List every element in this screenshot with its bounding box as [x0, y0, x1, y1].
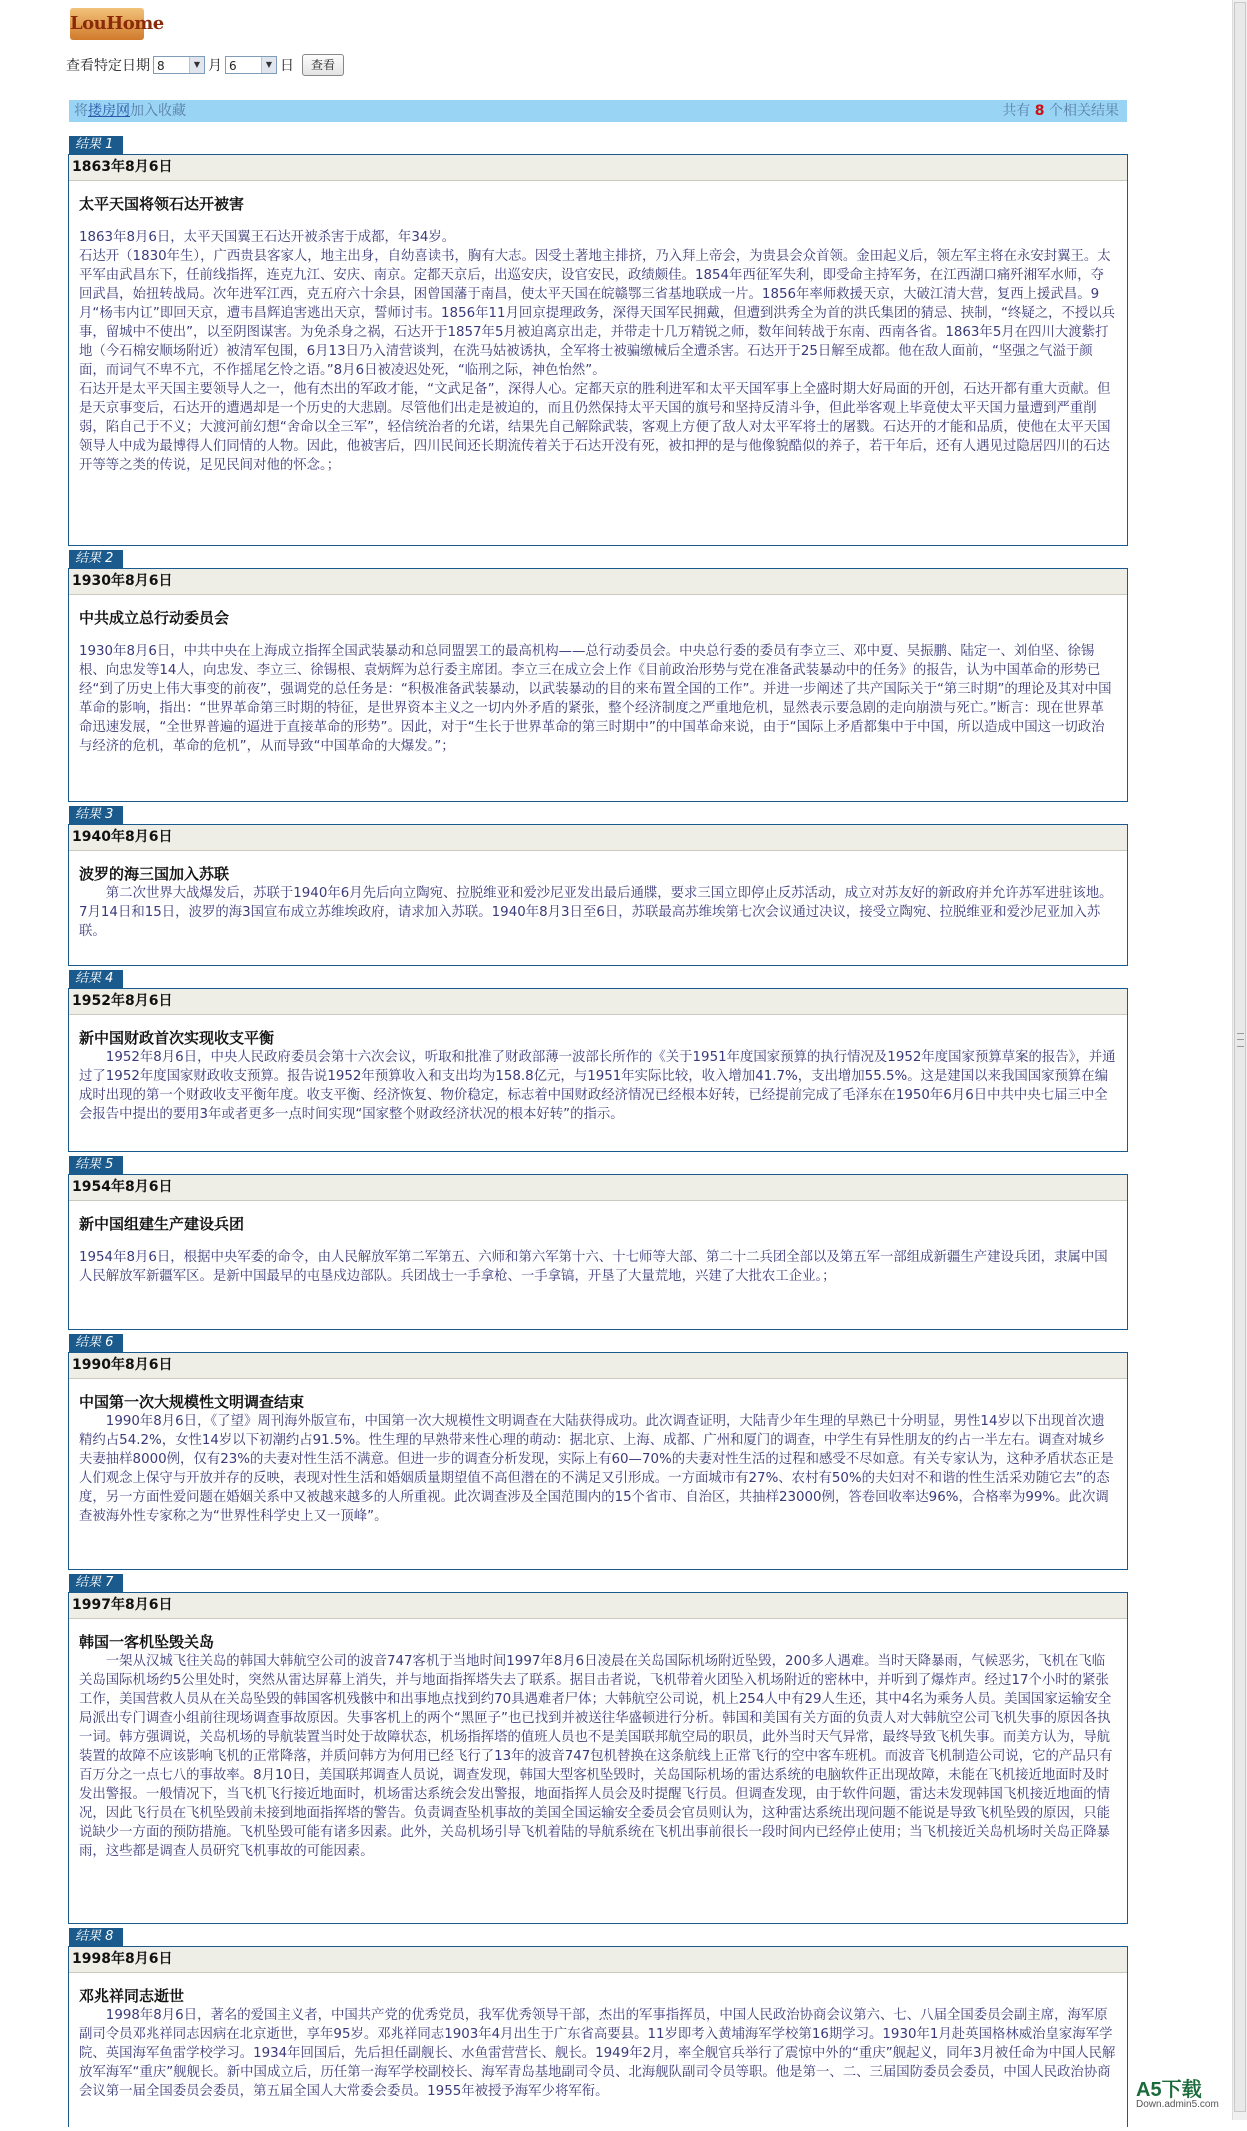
month-unit: 月	[208, 58, 222, 74]
result-body	[69, 642, 1127, 756]
result-paragraph: 1954年8月6日，根据中央军委的命令，由人民解放军第二军第五、六师和第六军第十六、十七师等大部、第二十二兵团全部以及第五军一部组成新疆生产建设兵团，隶属中国人民解放军新疆军区。是新中国最早的屯垦戍边部队。兵团战士一手拿枪、一手拿镐，开垦了大量荒地，兴建了大批农工企业。；	[79, 1250, 1108, 1284]
result-title: 新中国组建生产建设兵团	[79, 1215, 245, 1233]
site-logo[interactable]: LouHome	[70, 8, 144, 40]
result-card	[68, 568, 1128, 802]
result-body	[69, 1652, 1127, 1861]
scrollbar-thumb[interactable]	[1234, 2, 1246, 2112]
result-title: 邓兆祥同志逝世	[79, 1987, 185, 2005]
result-paragraph: 1863年8月6日，太平天国翼王石达开被杀害于成都，年34岁。	[79, 230, 456, 245]
result-item	[68, 806, 1128, 966]
view-button[interactable]: 查看	[302, 54, 344, 76]
result-item	[68, 1156, 1128, 1330]
result-date: 1998年8月6日	[69, 1947, 1127, 1973]
result-body	[69, 228, 1127, 475]
result-tag: 结果 3	[69, 806, 123, 824]
result-title: 新中国财政首次实现收支平衡	[79, 1029, 275, 1047]
result-item	[68, 136, 1128, 546]
result-title: 中共成立总行动委员会	[79, 609, 230, 627]
result-card	[68, 988, 1128, 1152]
result-body	[69, 2006, 1127, 2101]
result-date: 1940年8月6日	[69, 825, 1127, 851]
result-item	[68, 1334, 1128, 1570]
result-paragraph: 石达开（1830年生），广西贵县客家人，地主出身，自幼喜读书，胸有大志。因受土著地主排挤，乃入拜上帝会，为贵县会众首领。金田起义后，领左军主将在永安封翼王。太平军由武昌东下，任前线指挥，连克九江、安庆、南京。定都天京后，出巡安庆，设官安民，政绩颇佳。1854年西征军失利，即受命主持军务，在江西湖口痛歼湘军水师，夺回武昌，始扭转战局。次年进军江西，克五府六十余县，困曾国藩于南昌，使太平天国在皖赣鄂三省基地联成一片。1856年率师救援天京，大破江清大营，复西上援武昌。9月“杨韦内讧”即回天京，遭韦昌辉追害逃出天京，誓师讨韦。1856年11月回京提理政务，深得天国军民拥戴，但遭到洪秀全为首的洪氏集团的猜忌、挟制，“终疑之，不授以兵事，留城中不使出”，以至阴图谋害。为免杀身之祸，石达开于1857年5月被迫离京出走，并带走十几万精锐之师，数年间转战于东南、西南各省。1863年5月在四川大渡紫打地（今石棉安顺场附近）被清军包围，6月13日乃入清营谈判，在洗马姑被诱执，全军将士被骗缴械后全遭杀害。石达开于25日解至成都。他在敌人面前，“坚强之气溢于颜面，而词气不卑不亢，不作摇尾乞怜之语。”8月6日被凌迟处死，“临刑之际，神色怡然”。	[79, 249, 1116, 378]
date-filter-label: 查看特定日期	[66, 58, 150, 74]
result-card	[68, 154, 1128, 546]
result-count-suffix: 个相关结果	[1049, 103, 1119, 119]
result-date: 1954年8月6日	[69, 1175, 1127, 1201]
result-body	[69, 1248, 1127, 1286]
day-unit: 日	[280, 58, 294, 74]
result-count-number: 8	[1034, 103, 1045, 119]
month-select[interactable]	[153, 56, 205, 74]
day-select-value: 6	[229, 59, 237, 73]
result-paragraph: 1930年8月6日，中共中央在上海成立指挥全国武装暴动和总同盟罢工的最高机构——总行动委员会。中央总行委的委员有李立三、邓中夏、吴振鹏、陆定一、刘伯坚、徐锡根、向忠发等14人，向忠发、李立三、徐锡根、袁炳辉为总行委主席团。李立三在成立会上作《目前政治形势与党在准备武装暴动中的任务》的报告，认为中国革命的形势已经“到了历史上伟大事变的前夜”，强调党的总任务是：“积极准备武装暴动，以武装暴动的目的来布置全国的工作”。并进一步阐述了共产国际关于“第三时期”的理论及其对中国革命的影响，指出：“世界革命第三时期的特征，是世界资本主义之一切内外矛盾的紧张，整个经济制度之严重地危机，显然表示要急剧的走向崩溃与死亡。”断言：现在世界革命迅速发展，“全世界普遍的逼进于直接革命的形势”。因此，对于“生长于世界革命的第三时期中”的中国革命来说，由于“国际上矛盾都集中于中国，所以造成中国这一切政治与经济的危机，革命的危机”，从而导致“中国革命的大爆发。”；	[79, 644, 1112, 754]
result-tag: 结果 5	[69, 1156, 123, 1174]
day-select[interactable]	[225, 56, 277, 74]
month-select-value: 8	[157, 59, 165, 73]
result-date: 1990年8月6日	[69, 1353, 1127, 1379]
result-item	[68, 1574, 1128, 1924]
result-paragraph: 1990年8月6日，《了望》周刊海外版宣布，中国第一次大规模性文明调查在大陆获得成功。此次调查证明，大陆青少年生理的早熟已十分明显，男性14岁以下出现首次遗精约占54.2%，女性14岁以下初潮约占91.5%。性生理的早熟带来性心理的萌动：据北京、上海、成都、广州和厦门的调查，中学生有异性朋友的约占一半左右。调查对城乡夫妻抽样8000例，仅有23%的夫妻对性生活不满意。但进一步的调查分析发现，实际上有60—70%的夫妻对性生活的过程和感受不尽如意。有关专家认为，这种矛盾状态正是人们观念上保守与开放并存的反映，表现对性生活和婚姻质量期望值不高但潜在的不满足又引形成。一方面城市有27%、农村有50%的夫妇对不和谐的性生活采劝随它去”的态度，另一方面性爱问题在婚姻关系中又被越来越多的人所重视。此次调查涉及全国范围内的15个省市、自治区，共抽样23000例，答卷回收率达96%，合格率为99%。此次调查被海外性专家称之为“世界性科学史上又一顶峰”。	[79, 1414, 1114, 1524]
result-count	[1002, 100, 1119, 122]
result-card	[68, 1174, 1128, 1330]
result-item	[68, 970, 1128, 1152]
result-tag: 结果 2	[69, 550, 123, 568]
result-paragraph: 一架从汉城飞往关岛的韩国大韩航空公司的波音747客机于当地时间1997年8月6日凌晨在关岛国际机场附近坠毁，200多人遇难。当时天降暴雨，气候恶劣，飞机在飞临关岛国际机场约5公里处时，突然从雷达屏幕上消失，并与地面指挥塔失去了联系。据目击者说，飞机带着火团坠入机场附近的密林中，并听到了爆炸声。经过17个小时的紧张工作，美国营救人员从在关岛坠毁的韩国客机残骸中和出事地点找到约70具遇难者尸体；大韩航空公司说，机上254人中有29人生还，其中4名为乘务人员。美国国家运输安全局派出专门调查小组前往现场调查事故原因。失事客机上的两个“黑匣子”也已找到并被送往华盛顿进行分析。韩国和美国有关方面的负责人对大韩航空公司飞机失事的原因各执一词。韩方强调说，关岛机场的导航装置当时处于故障状态，机场指挥塔的值班人员也不是美国联邦航空局的职员，此外当时天气异常，最终导致飞机失事。而美方认为，导航装置的故障不应该影响飞机的正常降落，并质问韩方为何用已经飞行了13年的波音747包机替换在这条航线上正常飞行的空中客车班机。而波音飞机制造公司说，它的产品只有百万分之一点七八的事故率。8月10日，美国联邦调查人员说，调查发现，韩国大型客机坠毁时，关岛国际机场的雷达系统的电脑软件正出现故障，未能在飞机接近地面时及时发出警报。一般情况下，当飞机飞行接近地面时，机场雷达系统会发出警报，地面指挥人员会及时提醒飞行员。但调查发现，由于软件问题，雷达未发现韩国飞机接近地面的情况，因此飞行员在飞机坠毁前未接到地面指挥塔的警告。负责调查坠机事故的美国全国运输安全委员会官员则认为，这种雷达系统出现问题不能说是导致飞机坠毁的原因，只能说缺少一方面的预防措施。飞机坠毁可能有诸多因素。此外，关岛机场引导飞机着陆的导航系统在飞机出事前很长一段时间内已经停止使用；当飞机接近关岛机场时关岛正降暴雨，这些都是调查人员研究飞机事故的可能因素。	[79, 1654, 1113, 1859]
watermark-sub: Down.admin5.com	[1136, 2099, 1219, 2110]
result-tag: 结果 4	[69, 970, 123, 988]
grip-icon	[1237, 1033, 1244, 1047]
watermark	[1136, 2080, 1219, 2110]
result-tag: 结果 8	[69, 1928, 123, 1946]
date-filter	[66, 54, 344, 76]
result-body	[69, 1048, 1127, 1124]
result-paragraph: 第二次世界大战爆发后，苏联于1940年6月先后向立陶宛、拉脱维亚和爱沙尼亚发出最后通牒，要求三国立即停止反苏活动，成立对苏友好的新政府并允许苏军进驻该地。7月14日和15日，波罗的海3国宣布成立苏维埃政府，请求加入苏联。1940年8月3日至6日，苏联最高苏维埃第七次会议通过决议，接受立陶宛、拉脱维亚和爱沙尼亚加入苏联。	[79, 886, 1113, 939]
bookmark-prompt	[74, 100, 186, 122]
result-title: 中国第一次大规模性文明调查结束	[79, 1393, 305, 1411]
result-date: 1930年8月6日	[69, 569, 1127, 595]
result-card	[68, 1352, 1128, 1570]
watermark-main: A5下载	[1136, 2079, 1202, 2101]
vertical-scrollbar[interactable]	[1232, 0, 1247, 2120]
info-bar	[69, 100, 1127, 122]
result-date: 1863年8月6日	[69, 155, 1127, 181]
result-paragraph: 1998年8月6日，著名的爱国主义者，中国共产党的优秀党员，我军优秀领导干部，杰出的军事指挥员，中国人民政治协商会议第六、七、八届全国委员会副主席，海军原副司令员邓兆祥同志因病在北京逝世，享年95岁。邓兆祥同志1903年4月出生于广东省高要县。11岁即考入黄埔海军学校第16期学习。1930年1月赴英国格林威治皇家海军学院、英国海军鱼雷学校学习。1934年回国后，先后担任副舰长、水鱼雷营营长、舰长。1949年2月，率全舰官兵举行了震惊中外的“重庆”舰起义，同年3月被任命为中国人民解放军海军“重庆”舰舰长。新中国成立后，历任第一海军学校副校长、海军青岛基地副司令员、北海舰队副司令员等职。他是第一、二、三届国防委员会委员，中国人民政治协商会议第一届全国委员会委员，第五届全国人大常委会委员。1955年被授予海军少将军衔。	[79, 2008, 1116, 2099]
result-item	[68, 1928, 1128, 2127]
result-card	[68, 1592, 1128, 1924]
result-paragraph: 1952年8月6日，中央人民政府委员会第十六次会议，听取和批准了财政部薄一波部长所作的《关于1951年度国家预算的执行情况及1952年度国家预算草案的报告》，并通过了1952年度国家财政收支预算。报告说1952年预算收入和支出均为158.8亿元，与1951年实际比较，收入增加41.7%，支出增加55.5%。这是建国以来我国国家预算在编成时出现的第一个财政收支平衡年度。收支平衡、经济恢复、物价稳定，标志着中国财政经济情况已经根本好转，已经提前完成了毛泽东在1950年6月6日中共中央七届三中全会报告中提出的要用3年或者更多一点时间实现“国家整个财政经济状况的根本好转”的指示。	[79, 1050, 1116, 1122]
result-date: 1952年8月6日	[69, 989, 1127, 1015]
result-card	[68, 824, 1128, 966]
result-item	[68, 550, 1128, 802]
result-count-prefix: 共有	[1002, 103, 1031, 119]
result-tag: 结果 7	[69, 1574, 123, 1592]
result-body	[69, 884, 1127, 941]
result-card	[68, 1946, 1128, 2127]
result-tag: 结果 6	[69, 1334, 123, 1352]
result-title: 太平天国将领石达开被害	[79, 195, 245, 213]
bookmark-link[interactable]: 搂房网	[88, 103, 130, 119]
bookmark-prefix: 将	[74, 103, 88, 119]
result-paragraph: 石达开是太平天国主要领导人之一，他有杰出的军政才能，“文武足备”，深得人心。定都天京的胜利进军和太平天国军事上全盛时期大好局面的开创，石达开都有重大贡献。但是天京事变后，石达开的遭遇却是一个历史的大悲剧。尽管他们出走是被迫的，而且仍然保持太平天国的旗号和坚持反清斗争，但此举客观上毕竟使太平天国力量遭到严重削弱，陷自己于不义；大渡河前幻想“舍命以全三军”，轻信统治者的允诺，结果先自己解除武装，客观上方便了敌人对太平军将士的屠戮。石达开的才能和品质，使他在太平天国领导人中成为最博得人们同情的人物。因此，他被害后，四川民间还长期流传着关于石达开没有死，被扣押的是与他像貌酷似的养子，若干年后，还有人遇见过隐居四川的石达开等等之类的传说，足见民间对他的怀念。；	[79, 382, 1111, 473]
result-title: 韩国一客机坠毁关岛	[79, 1633, 215, 1651]
results-list	[68, 136, 1128, 2131]
result-tag: 结果 1	[69, 136, 123, 154]
chevron-down-icon: ▼	[189, 57, 204, 73]
result-title: 波罗的海三国加入苏联	[79, 865, 230, 883]
result-body	[69, 1412, 1127, 1526]
bookmark-suffix: 加入收藏	[130, 103, 186, 119]
chevron-down-icon: ▼	[261, 57, 276, 73]
result-date: 1997年8月6日	[69, 1593, 1127, 1619]
